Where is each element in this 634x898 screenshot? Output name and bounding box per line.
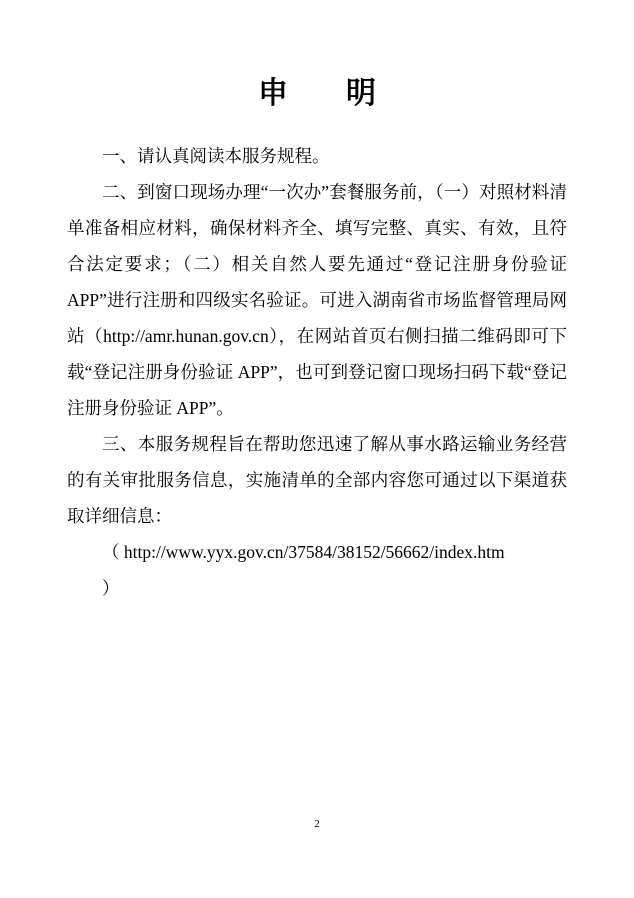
page-number: 2 (314, 818, 320, 830)
service-url-closing-paren: ） (102, 578, 120, 598)
paragraph-2: 二、到窗口现场办理“一次办”套餐服务前，（一）对照材料清单准备相应材料，确保材料齐全、填写完整、真实、有效，且符合法定要求；（二）相关自然人要先通过“登记注册身份验证 APP”进行注册和四级实名验证。可进入湖南省市场监督管理局网站（http://amr.hunan.gov.cn），在网站首页右侧扫描二维码即可下载“登记注册身份验证 APP”，也可到登记窗口现场扫码下载“登记注册身份验证 APP”。 (67, 182, 567, 418)
page-title: 申 明 (258, 77, 390, 110)
paragraph-1: 一、请认真阅读本服务规程。 (102, 146, 330, 166)
service-url-line: （ http://www.yyx.gov.cn/37584/38152/56662/index.htm (102, 542, 505, 562)
document-body (67, 138, 567, 606)
paragraph-3: 三、本服务规程旨在帮助您迅速了解从事水路运输业务经营的有关审批服务信息，实施清单的全部内容您可通过以下渠道获取详细信息： (67, 434, 567, 526)
